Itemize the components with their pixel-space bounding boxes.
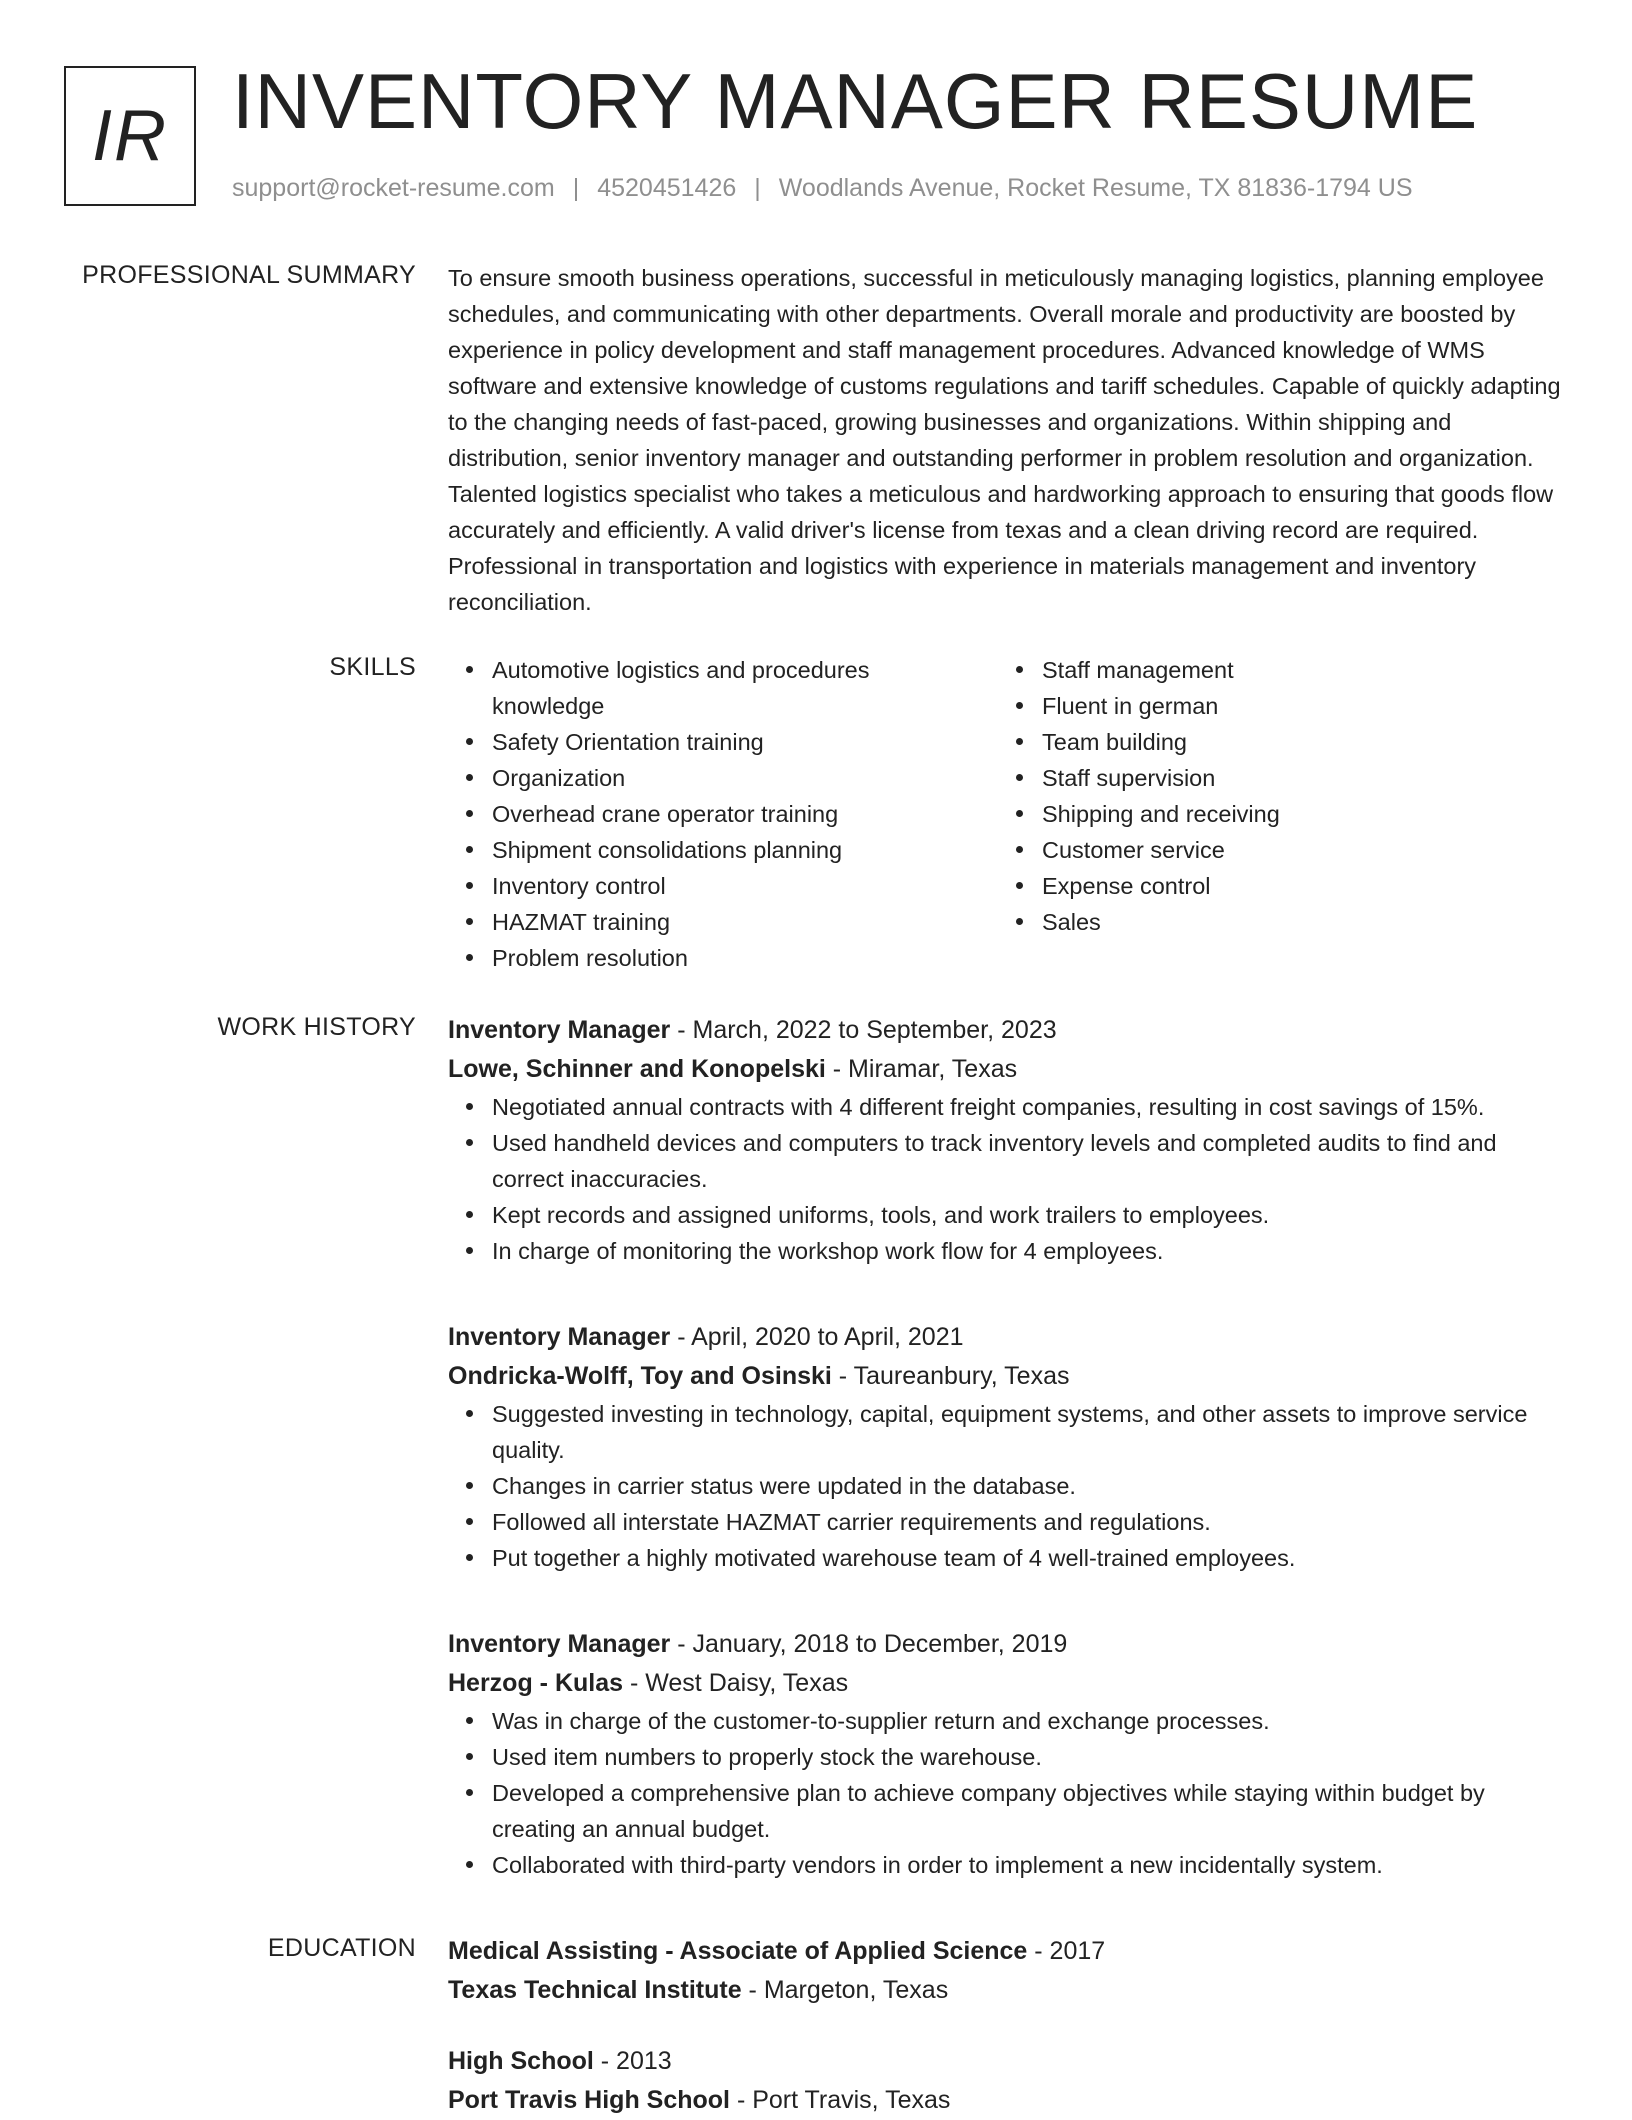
contact-line xyxy=(232,174,1413,203)
job-bullet-item: Used item numbers to properly stock the warehouse. xyxy=(492,1739,1568,1775)
contact-email: support@rocket-resume.com xyxy=(232,174,555,202)
education-location: - Port Travis, Texas xyxy=(730,2086,951,2114)
skills-section xyxy=(448,652,1568,976)
contact-address: Woodlands Avenue, Rocket Resume, TX 81836-1794 US xyxy=(778,174,1413,202)
job-dates: - March, 2022 to September, 2023 xyxy=(670,1016,1057,1044)
education-year: - 2017 xyxy=(1027,1937,1106,1965)
contact-separator: | xyxy=(572,174,580,202)
skill-item: Overhead crane operator training xyxy=(492,796,998,832)
job-bullets xyxy=(448,1703,1568,1883)
skill-item: Organization xyxy=(492,760,998,796)
skill-item: HAZMAT training xyxy=(492,904,998,940)
job-bullet-item: Negotiated annual contracts with 4 different freight companies, resulting in cost savings of 15%. xyxy=(492,1089,1568,1125)
job-entry xyxy=(448,1625,1568,1883)
job-company: Lowe, Schinner and Konopelski xyxy=(448,1055,826,1083)
section-label-education: EDUCATION xyxy=(267,1934,416,1962)
job-company-line xyxy=(448,1357,1568,1396)
education-school-line xyxy=(448,2081,1568,2120)
job-bullet-item: Was in charge of the customer-to-supplier return and exchange processes. xyxy=(492,1703,1568,1739)
skill-item: Shipping and receiving xyxy=(1042,796,1538,832)
skill-item: Staff supervision xyxy=(1042,760,1538,796)
skills-column-1 xyxy=(448,652,998,976)
job-entry xyxy=(448,1011,1568,1269)
education-school: Texas Technical Institute xyxy=(448,1976,742,2004)
job-dates: - January, 2018 to December, 2019 xyxy=(670,1630,1068,1658)
education-degree: High School xyxy=(448,2047,594,2075)
skill-item: Shipment consolidations planning xyxy=(492,832,998,868)
job-location: - Miramar, Texas xyxy=(825,1055,1018,1083)
skill-item: Inventory control xyxy=(492,868,998,904)
skills-list xyxy=(448,652,998,976)
job-bullet-item: Kept records and assigned uniforms, tools, and work trailers to employees. xyxy=(492,1197,1568,1233)
skill-item: Expense control xyxy=(1042,868,1538,904)
job-bullet-item: Suggested investing in technology, capital, equipment systems, and other assets to improve service quality. xyxy=(492,1396,1568,1468)
education-degree: Medical Assisting - Associate of Applied Science xyxy=(448,1937,1028,1965)
job-company-line xyxy=(448,1664,1568,1703)
skill-item: Staff management xyxy=(1042,652,1538,688)
education-school-line xyxy=(448,1971,1568,2010)
summary-text: To ensure smooth business operations, successful in meticulously managing logistics, planning employee schedules, and communicating with other departments. Overall morale and productivity are boosted by experience in policy development and staff management procedures. Advanced knowledge of WMS software and extensive knowledge of customs regulations and tariff schedules. Capable of quickly adapting to the changing needs of fast-paced, growing businesses and organizations. Within shipping and distribution, senior inventory manager and outstanding performer in problem resolution and organization. Talented logistics specialist who takes a meticulous and hardworking approach to ensuring that goods flow accurately and efficiently. A valid driver's license from texas and a clean driving record are required. Professional in transportation and logistics with experience in materials management and inventory reconciliation. xyxy=(448,265,1561,615)
education-school: Port Travis High School xyxy=(448,2086,730,2114)
skill-item: Safety Orientation training xyxy=(492,724,998,760)
job-title-line xyxy=(448,1318,1568,1357)
monogram-logo xyxy=(64,66,196,206)
education-location: - Margeton, Texas xyxy=(741,1976,949,2004)
skill-item: Customer service xyxy=(1042,832,1538,868)
job-title: Inventory Manager xyxy=(448,1323,671,1351)
education-entry xyxy=(448,2042,1568,2120)
skill-item: Automotive logistics and procedures knowledge xyxy=(492,652,998,724)
job-title-line xyxy=(448,1625,1568,1664)
summary-section xyxy=(448,260,1568,620)
job-bullet-item: Developed a comprehensive plan to achieve company objectives while staying within budget by creating an annual budget. xyxy=(492,1775,1568,1847)
skill-item: Fluent in german xyxy=(1042,688,1538,724)
monogram-initials: IR xyxy=(92,96,168,176)
job-location: - Taureanbury, Texas xyxy=(831,1362,1070,1390)
contact-phone: 4520451426 xyxy=(597,174,737,202)
job-company: Ondricka-Wolff, Toy and Osinski xyxy=(448,1362,832,1390)
job-company: Herzog - Kulas xyxy=(448,1669,624,1697)
resume-title: INVENTORY MANAGER RESUME xyxy=(232,57,1479,145)
section-label-skills: SKILLS xyxy=(329,653,416,681)
job-bullet-item: In charge of monitoring the workshop work flow for 4 employees. xyxy=(492,1233,1568,1269)
job-bullet-item: Collaborated with third-party vendors in order to implement a new incidentally system. xyxy=(492,1847,1568,1883)
contact-separator: | xyxy=(754,174,761,202)
skill-item: Sales xyxy=(1042,904,1538,940)
job-company-line xyxy=(448,1050,1568,1089)
job-bullet-item: Put together a highly motivated warehouse team of 4 well-trained employees. xyxy=(492,1540,1568,1576)
job-location: - West Daisy, Texas xyxy=(623,1669,849,1697)
education-year: - 2013 xyxy=(593,2047,672,2075)
job-entry xyxy=(448,1318,1568,1576)
job-bullet-item: Followed all interstate HAZMAT carrier requirements and regulations. xyxy=(492,1504,1568,1540)
section-label-work-history: WORK HISTORY xyxy=(217,1013,416,1041)
education-degree-line xyxy=(448,1932,1568,1971)
job-bullets xyxy=(448,1089,1568,1269)
skills-list xyxy=(998,652,1538,940)
job-title: Inventory Manager xyxy=(448,1016,671,1044)
education-entry xyxy=(448,1932,1568,2010)
skill-item: Team building xyxy=(1042,724,1538,760)
job-bullet-item: Changes in carrier status were updated in the database. xyxy=(492,1468,1568,1504)
job-title: Inventory Manager xyxy=(448,1630,671,1658)
skills-column-2 xyxy=(998,652,1538,976)
section-label-summary: PROFESSIONAL SUMMARY xyxy=(82,261,416,289)
skill-item: Problem resolution xyxy=(492,940,998,976)
job-dates: - April, 2020 to April, 2021 xyxy=(670,1323,964,1351)
job-bullet-item: Used handheld devices and computers to track inventory levels and completed audits to find and correct inaccuracies. xyxy=(492,1125,1568,1197)
job-title-line xyxy=(448,1011,1568,1050)
job-bullets xyxy=(448,1396,1568,1576)
education-degree-line xyxy=(448,2042,1568,2081)
